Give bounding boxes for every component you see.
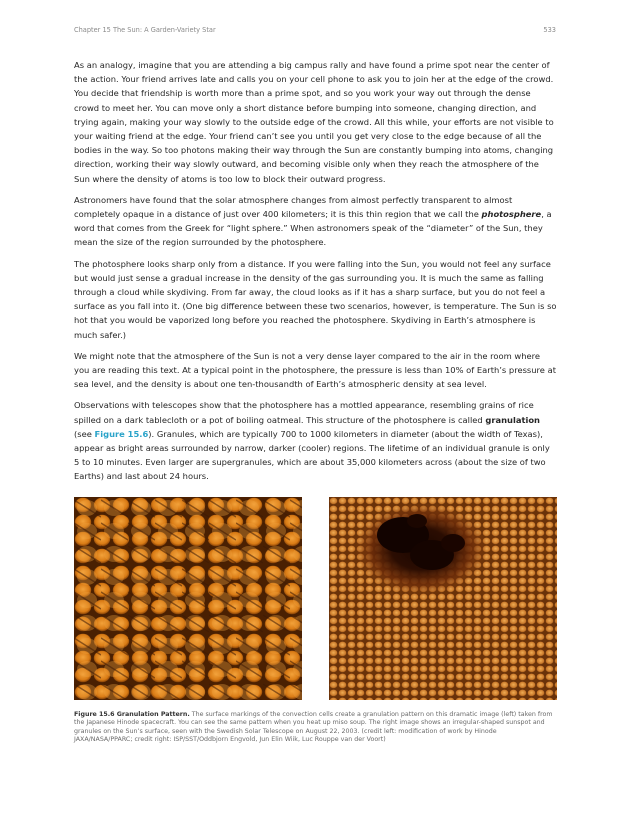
- figure-label: Figure 15.6 Granulation Pattern.: [74, 711, 190, 718]
- text-run: , a word that comes from the Greek for “light sphere.” When astronomers speak of the “diameter” of the Sun, they mean the size of the region surrounded by the photosphere.: [74, 209, 552, 248]
- text-run: ). Granules, which are typically 700 to 1000 kilometers in diameter (about the width of Texas), appear as bright areas surrounded by narrow, darker (cooler) regions. The lifetime of an individual granule is only 5 to 10 minutes. Even larger are supergranules, which are about 35,000 kilometers across (about the size of two Earths) and last about 24 hours.: [74, 428, 550, 482]
- figure-caption-text: The surface markings of the convection cells create a granulation pattern on this dramatic image (left) taken from the Japanese Hinode spacecraft. You can see the same pattern when you heat up miso soup. The right image shows an irregular-shaped sunspot and granules on the Sun’s surface, seen with the Swedish Solar Telescope on August 22, 2003. (credit left: modification of work by Hinode JAXA/NASA/PPARC; credit right: ISP/SST/Oddbjorn Engvold, Jun Elin Wiik, Luc Rouppe van der Voort): [74, 711, 553, 743]
- sunspot-image-sst: [329, 497, 557, 700]
- text-run: Astronomers have found that the solar atmosphere changes from almost perfectly transparent to almost completely opaque in a distance of just over 400 kilometers; it is this thin region that we call the: [74, 194, 513, 220]
- paragraph-granulation: [74, 398, 557, 483]
- figure-caption: [74, 711, 557, 744]
- term-granulation: granulation: [485, 414, 540, 425]
- granulation-image-hinode: [74, 497, 302, 700]
- figure-images: [74, 497, 557, 700]
- text-run: (see: [74, 428, 95, 439]
- running-header: [74, 26, 556, 38]
- paragraph-photosphere-definition: [74, 193, 557, 250]
- paragraph-sharpness: The photosphere looks sharp only from a distance. If you were falling into the Sun, you would not feel any surface but would just sense a gradual increase in the density of the gas surrounding you. It is much the same as falling through a cloud while skydiving. From far away, the cloud looks as if it has a sharp surface, but you do not feel a surface as you fall into it. (One big difference between these two scenarios, however, is temperature. The Sun is so hot that you would be vaporized long before you reached the photosphere. Skydiving in Earth’s atmosphere is much safer.): [74, 258, 557, 340]
- paragraph-density: We might note that the atmosphere of the Sun is not a very dense layer compared to the air in the room where you are reading this text. At a typical point in the photosphere, the pressure is less than 10% of Earth’s pressure at sea level, and the density is about one ten-thousandth of Earth’s atmospheric density at sea level.: [74, 350, 556, 390]
- term-photosphere: photosphere: [481, 209, 542, 220]
- paragraph-analogy: As an analogy, imagine that you are attending a big campus rally and have found a prime spot near the center of the action. Your friend arrives late and calls you on your cell phone to ask you to join her at the edge of the crowd. You decide that friendship is worth more than a prime spot, and so you work your way out through the dense crowd to meet her. You can move only a short distance before bumping into someone, changing direction, and trying again, making your way slowly to the outside edge of the crowd. All this while, your efforts are not visible to your waiting friend at the edge. Your friend can’t see you until you get very close to the edge because of all the bodies in the way. So too photons making their way through the Sun are constantly bumping into atoms, changing direction, working their way slowly outward, and becoming visible only when they reach the atmosphere of the Sun where the density of atoms is too low to block their outward progress.: [74, 60, 554, 184]
- figure-link[interactable]: Figure 15.6: [94, 428, 149, 439]
- text-run: Observations with telescopes show that the photosphere has a mottled appearance, resembling grains of rice spilled on a dark tablecloth or a pot of boiling oatmeal. This structure of the photosphere is called: [74, 400, 534, 425]
- page-number: 533: [543, 26, 556, 34]
- body-text: [74, 58, 557, 491]
- chapter-title: Chapter 15 The Sun: A Garden-Variety Star: [74, 26, 216, 34]
